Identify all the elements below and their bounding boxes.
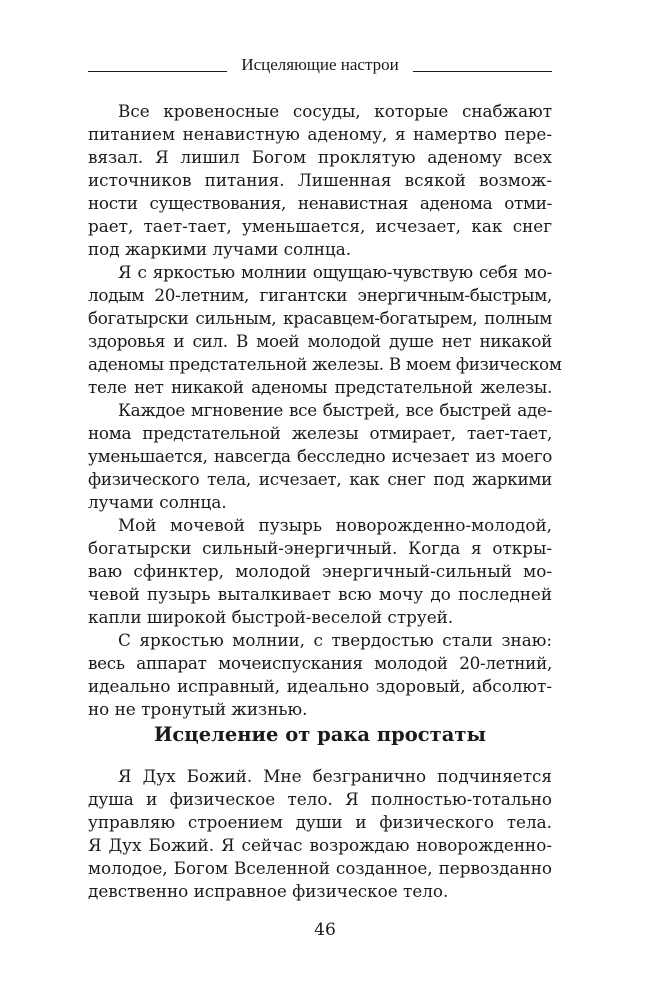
text-line: душа и физическое тело. Я полностью-тотально [88,789,552,809]
text-line: уменьшается, навсегда бесследно исчезает из моего [88,446,552,466]
text-line: лучами солнца. [88,492,227,512]
section-heading: Исцеление от рака простаты [154,723,486,746]
paragraph [88,261,562,399]
text-line: физического тела, исчезает, как снег под жаркими [88,469,552,489]
header-rule-left [88,71,227,72]
running-header [88,52,552,78]
text-line: нома предстательной железы отмирает, тает-тает, [88,423,552,443]
text-line: весь аппарат мочеиспускания молодой 20-летний, [88,653,552,673]
paragraph [88,514,552,629]
text-line: управляю строением души и физического тела. [88,812,552,832]
paragraph [88,629,552,721]
text-line: капли широкой быстрой-веселой струей. [88,607,454,627]
text-line: но не тронутый жизнью. [88,699,308,719]
text-line: источников питания. Лишенная всякой возмож- [88,170,552,190]
text-line: лодым 20-летним, гигантски энергичным-быстрым, [88,285,552,305]
text-line: ваю сфинктер, молодой энергичный-сильный мо- [88,561,552,581]
text-line: Все кровеносные сосуды, которые снабжают [118,101,552,121]
text-line: теле нет никакой аденомы предстательной железы. [88,377,552,397]
text-line: вязал. Я лишил Богом проклятую аденому всех [88,147,552,167]
text-line: рает, тает-тает, уменьшается, исчезает, как снег [88,216,552,236]
text-line: девственно исправное физическое тело. [88,881,449,901]
text-line: богатырски сильным, красавцем-богатырем, полным [88,308,552,328]
text-line: богатырски сильный-энергичный. Когда я откры- [88,538,552,558]
text-line: Я Дух Божий. Мне безгранично подчиняется [118,766,552,786]
text-line: Я с яркостью молнии ощущаю-чувствую себя мо- [118,262,552,282]
text-line: Каждое мгновение все быстрей, все быстрей аде- [118,400,552,420]
text-line: идеально исправный, идеально здоровый, абсолют- [88,676,552,696]
page-number: 46 [314,920,336,940]
text-line: Я Дух Божий. Я сейчас возрождаю новорожденно- [88,835,552,855]
text-line: ности существования, ненавистная аденома отми- [88,193,552,213]
paragraph [88,100,552,261]
text-line: молодое, Богом Вселенной созданное, первозданно [88,858,552,878]
paragraph [88,765,552,903]
running-title: Исцеляющие настрои [241,55,399,74]
header-rule-right [413,71,552,72]
text-line: под жаркими лучами солнца. [88,239,352,259]
paragraph [88,399,552,514]
text-line: чевой пузырь выталкивает всю мочу до последней [88,584,552,604]
text-line: питанием ненавистную аденому, я намертво пере- [88,124,552,144]
text-line: Мой мочевой пузырь новорожденно-молодой, [118,515,552,535]
body-text-section-1 [88,100,562,721]
text-line: здоровья и сил. В моей молодой душе нет никакой [88,331,552,351]
text-line: С яркостью молнии, с твердостью стали знаю: [118,630,552,650]
text-line: аденомы предстательной железы. В моем физическом [88,354,562,374]
body-text-section-2 [88,765,552,903]
